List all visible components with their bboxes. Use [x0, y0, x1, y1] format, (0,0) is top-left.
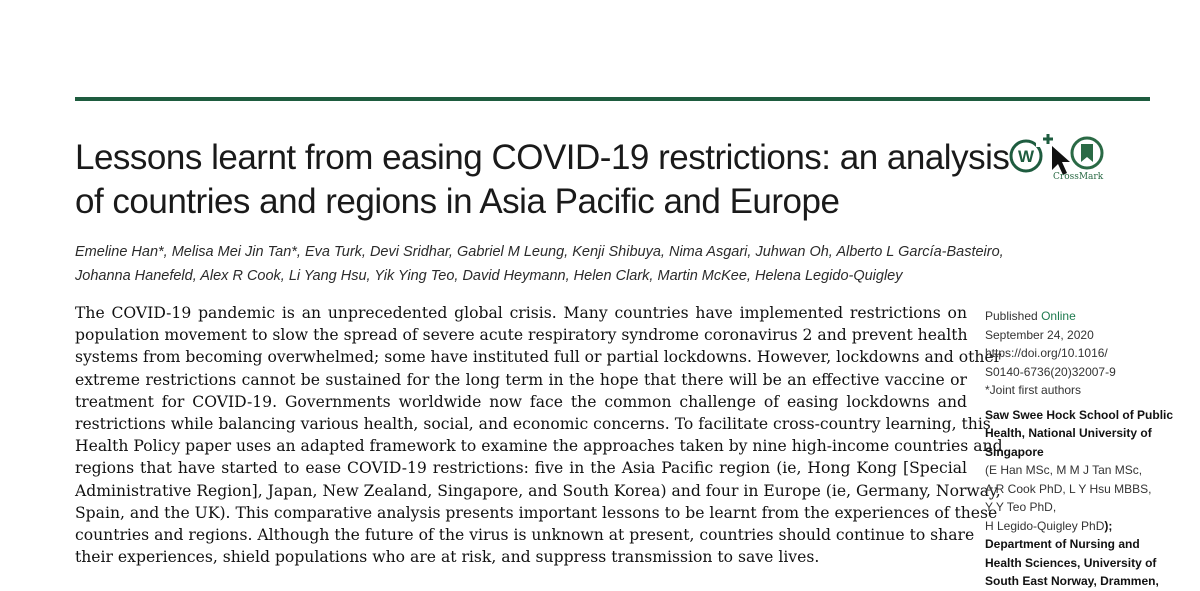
author-list — [75, 240, 1004, 288]
affiliation-name: South East Norway, Drammen, — [985, 574, 1159, 588]
title-line: Lessons learnt from easing COVID-19 restrictions: an analysis — [75, 138, 1010, 177]
author-line: Emeline Han*, Melisa Mei Jin Tan*, Eva Turk, Devi Sridhar, Gabriel M Leung, Kenji Shibuya, Nima Asgari, Juhwan Oh, Alberto L García-Basteiro, — [75, 244, 1004, 260]
affiliation-authors: Y Y Teo PhD, — [985, 500, 1057, 514]
abstract-line: systems from becoming overwhelmed; some have instituted full or partial lockdowns. However, lockdowns and other — [75, 348, 1002, 367]
doi-link[interactable]: https://doi.org/10.1016/ — [985, 346, 1108, 360]
affiliation-name: Health Sciences, University of — [985, 555, 1157, 570]
open-access-w-icon[interactable] — [1008, 138, 1044, 174]
published-label: Published — [985, 309, 1038, 323]
crossmark-label[interactable]: CrossMark — [1053, 172, 1104, 182]
abstract-line: population movement to slow the spread of severe acute respiratory syndrome coronavirus 2 and prevent health — [75, 326, 968, 345]
abstract-line: restrictions while balancing various health, social, and economic concerns. To facilitate cross-country learning, this — [75, 415, 991, 434]
header-rule — [75, 97, 1150, 101]
affiliation-separator: ); — [1104, 518, 1113, 533]
affiliation-name: Singapore — [985, 444, 1044, 459]
abstract-line: countries and regions. Although the future of the virus is unknown at present, countries should continue to share — [75, 526, 975, 545]
article-title — [75, 136, 1010, 224]
publish-date: September 24, 2020 — [985, 327, 1094, 342]
joint-authors-note: *Joint first authors — [985, 383, 1082, 397]
abstract-line: their experiences, shield populations who are at risk, and suppress transmission to save lives. — [75, 548, 820, 567]
svg-text:W: W — [1017, 147, 1035, 166]
sidebar — [985, 307, 1185, 591]
affiliation-authors: H Legido-Quigley PhD — [985, 518, 1105, 533]
abstract-line: Administrative Region], Japan, New Zealand, Singapore, and South Korea) and four in Europe (ie, Germany, Norway, — [75, 481, 1001, 500]
doi-link[interactable]: S0140-6736(20)32007-9 — [985, 364, 1116, 379]
abstract-line: extreme restrictions cannot be sustained for the long term in the hope that there will be an effective vaccine or — [75, 370, 967, 389]
abstract-line: Health Policy paper uses an adapted framework to examine the approaches taken by nine high-income countries and — [75, 437, 1003, 456]
affiliation-name: Saw Swee Hock School of Public — [985, 407, 1174, 422]
online-label: Online — [1041, 309, 1076, 323]
affiliation-name: Department of Nursing and — [985, 537, 1140, 551]
affiliation-authors: A R Cook PhD, L Y Hsu MBBS, — [985, 481, 1152, 496]
title-line: of countries and regions in Asia Pacific and Europe — [75, 182, 840, 221]
affiliation-name: Health, National University of — [985, 426, 1152, 440]
abstract-line: Spain, and the UK). This comparative analysis presents important lessons to be learnt from the experiences of these — [75, 503, 998, 522]
abstract-line: treatment for COVID-19. Governments worldwide now face the common challenge of easing lockdowns and — [75, 392, 967, 411]
abstract — [75, 302, 1003, 568]
abstract-line: regions that have started to ease COVID-19 restrictions: five in the Asia Pacific region (ie, Hong Kong [Special — [75, 459, 967, 478]
affiliation-authors: (E Han MSc, M M J Tan MSc, — [985, 463, 1143, 477]
crossmark-icon[interactable] — [1070, 136, 1104, 170]
affiliation-authors-last — [985, 517, 1185, 536]
author-line: Johanna Hanefeld, Alex R Cook, Li Yang Hsu, Yik Ying Teo, David Heymann, Helen Clark, Martin McKee, Helena Legido-Quigley — [75, 268, 903, 284]
abstract-line: The COVID-19 pandemic is an unprecedented global crisis. Many countries have implemented restrictions on — [75, 304, 967, 322]
published-line — [985, 307, 1185, 326]
